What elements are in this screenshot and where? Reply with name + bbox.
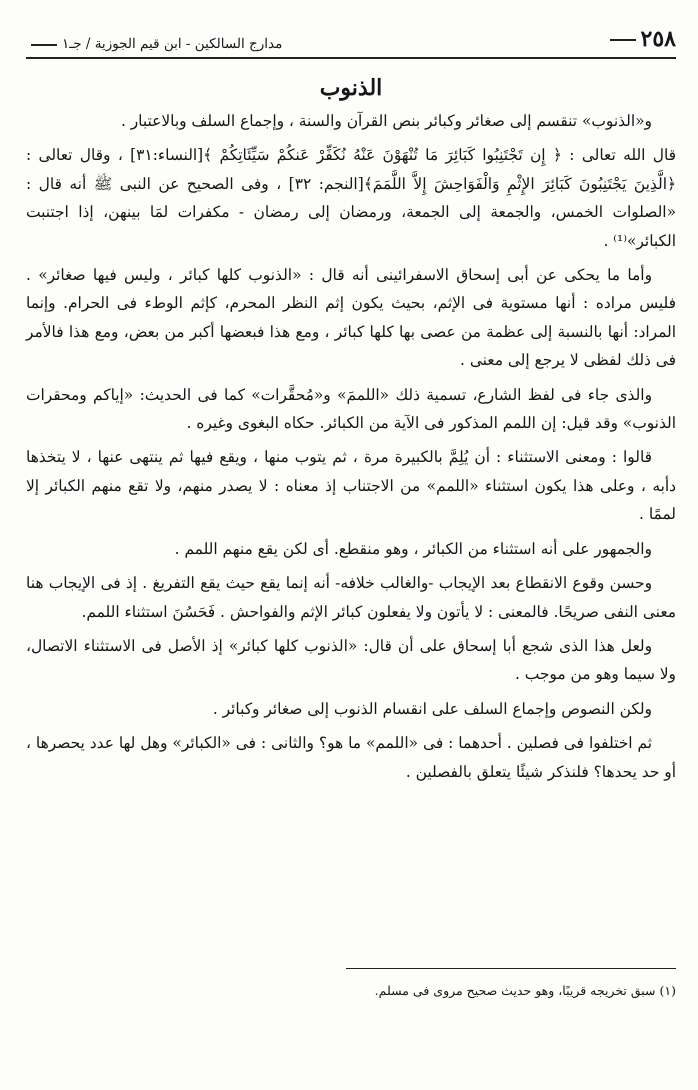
paragraph: قال الله تعالى : ﴿ إِن تَجْتَنِبُوا كَبَائِرَ مَا تُنْهَوْنَ عَنْهُ نُكَفِّرْ عَنكُمْ سَيِّئَاتِكُمْ ﴾[النساء:٣١] ، وقال تعالى : ﴿الَّذِينَ يَجْتَنِبُونَ كَبَائِرَ الإِثْمِ وَالْفَوَاحِشَ إِلاَّ اللَّمَمَ﴾[النجم: ٣٢] ، وفى الصحيح عن النبى ﷺ أنه قال : «الصلوات الخمس، والجمعة إلى الجمعة، ورمضان إلى رمضان - مكفرات لمَا بينهن، إذا اجتنبت الكبائر»⁽¹⁾ . [26, 146, 676, 250]
paragraph: وحسن وقوع الانقطاع بعد الإيجاب -والغالب خلافه- أنه إنما يقع حيث يقع التفريغ . إذ فى الإيجاب هنا معنى النفى صريحًا. فالمعنى : لا يأتون ولا يفعلون كبائر الإثم والفواحش . فَحَسُنَ استثناء اللمم. [26, 574, 676, 621]
main-text [26, 107, 676, 786]
section-title: الذنوب [319, 75, 383, 101]
running-head [26, 28, 676, 59]
book-title: مدارج السالكين - ابن قيم الجوزية / جـ١ [26, 36, 282, 52]
paragraph: ثم اختلفوا فى فصلين . أحدهما : فى «اللمم» ما هو؟ والثانى : فى «الكبائر» وهل لها عدد يحصرها ، أو حد يحدها؟ فلنذكر شيئًا يتعلق بالفصلين . [26, 734, 676, 781]
footnotes [26, 968, 676, 1001]
page-number: ٢٥٨ [605, 26, 676, 52]
paragraph: والذى جاء فى لفظ الشارع، تسمية ذلك «اللممَ» و«مُحقَّرات» كما فى الحديث: «إياكم ومحقرات الذنوب» وقد قيل: إن اللمم المذكور فى الآية من الكبائر. حكاه البغوى وغيره . [26, 385, 676, 433]
paragraph: والجمهور على أنه استثناء من الكبائر ، وهو منقطع. أى لكن يقع منهم اللمم . [174, 539, 652, 558]
paragraph: ولكن النصوص وإجماع السلف على انقسام الذنوب إلى صغائر وكبائر . [212, 699, 652, 718]
dash-divider [610, 39, 636, 41]
paragraph: قالوا : ومعنى الاستثناء : أن يُلِمَّ بالكبيرة مرة ، ثم يتوب منها ، ويقع فيها ثم ينتهى عنها ، لا يتخذها دأبه ، وعلى هذا يكون استثناء «اللمم» من الاجتناب إذ معناه : لا يصدر منهم، ولا تقع منهم الكبائر إلا لممًا . [26, 448, 676, 524]
paragraph: و«الذنوب» تنقسم إلى صغائر وكبائر بنص القرآن والسنة ، وإجماع السلف وبالاعتبار . [120, 112, 652, 130]
paragraph: ولعل هذا الذى شجع أبا إسحاق على أن قال: «الذنوب كلها كبائر» إذ الأصل فى الاستثناء الاتصال، ولا سيما وهو من موجب . [26, 636, 676, 684]
dash-divider [31, 44, 57, 46]
footnote-rule [346, 968, 676, 969]
footnote: (١) سبق تخريجه قريبًا، وهو حديث صحيح مروى فى مسلم. [374, 983, 676, 998]
paragraph: وأما ما يحكى عن أبى إسحاق الاسفرائينى أنه قال : «الذنوب كلها كبائر ، وليس فيها صغائر» . فليس مراده : أنها مستوية فى الإثم، بحيث يكون إثم النظر المحرم، كإثم الوطء فى الحرام. وإنما المراد: أنها بالنسبة إلى عظمة من عصى بها كلها كبائر ، ومع هذا فبعضها أكبر من بعض، ومع هذا فالأمر فى ذلك لفظى لا يرجع إلى معنى . [26, 266, 676, 370]
